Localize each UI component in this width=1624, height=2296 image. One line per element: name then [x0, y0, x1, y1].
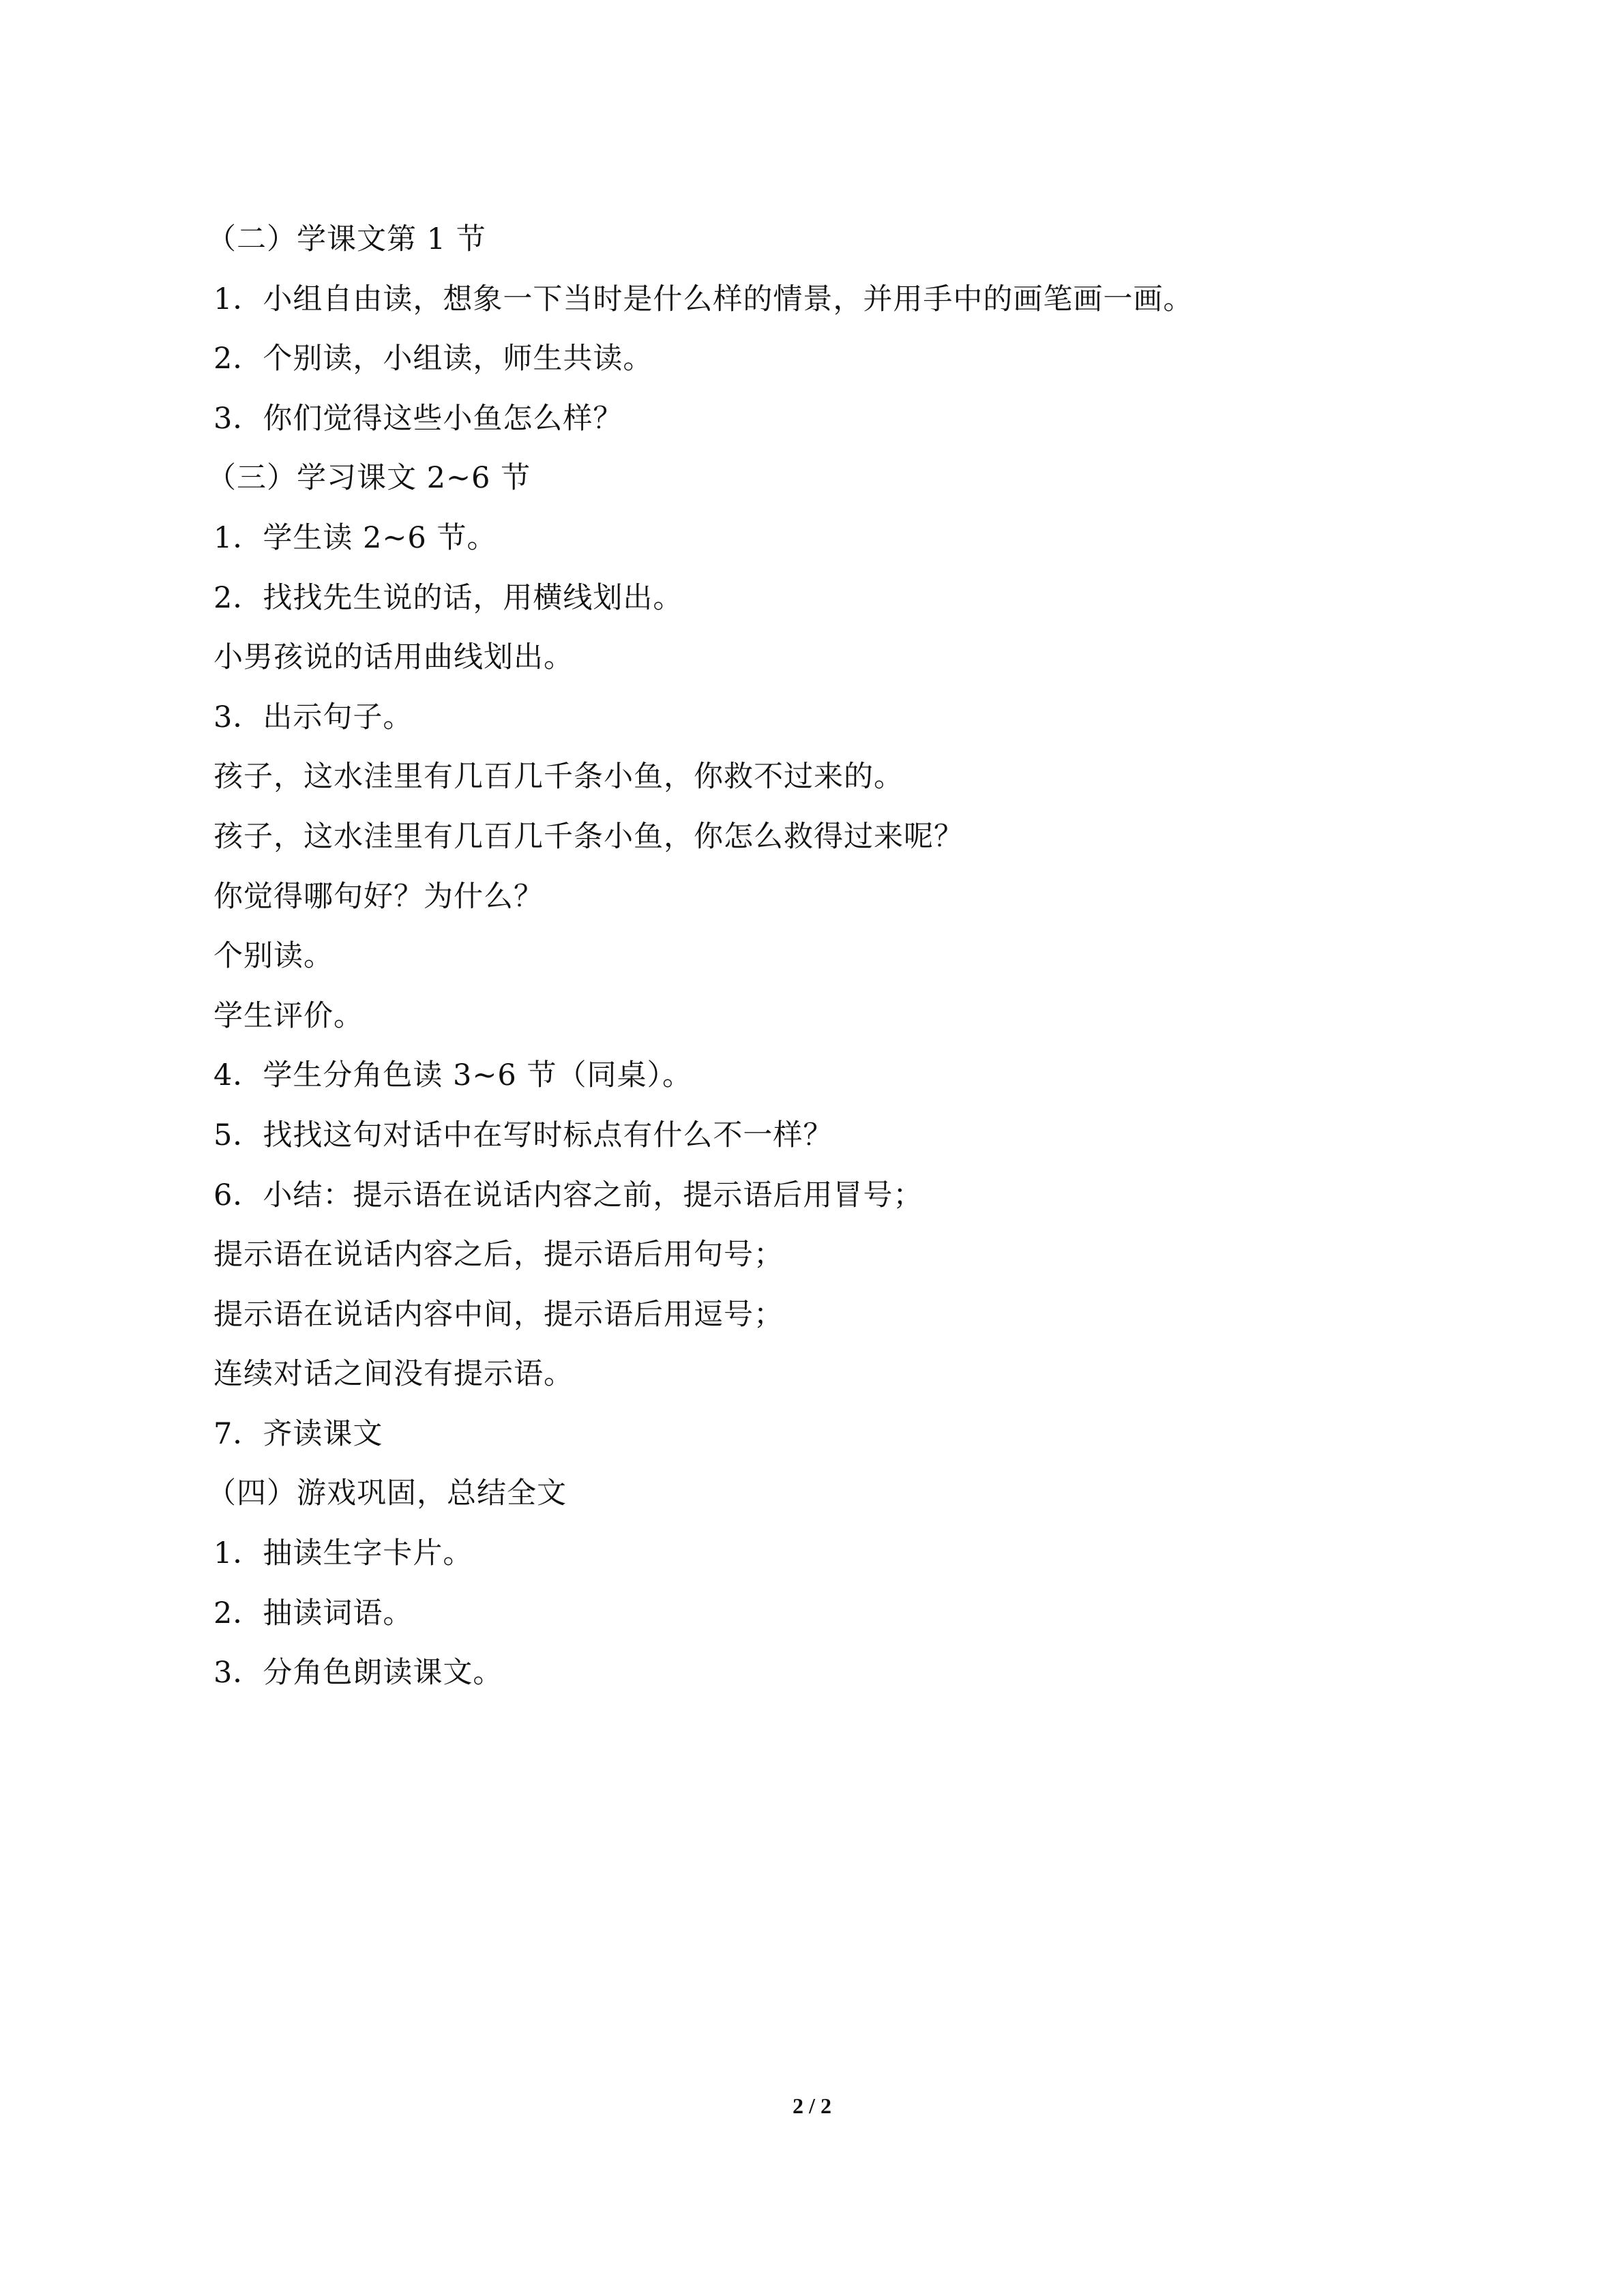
- page-number: 2 / 2: [793, 2093, 831, 2118]
- paragraph-line: 个别读。: [213, 939, 334, 974]
- document-body: [207, 210, 1441, 1703]
- paragraph-line: 你觉得哪句好？为什么？: [213, 879, 544, 914]
- paragraph-line: 提示语在说话内容中间，提示语后用逗号；: [213, 1297, 784, 1332]
- list-item: 6．小结：提示语在说话内容之前，提示语后用冒号；: [213, 1178, 924, 1212]
- section-heading-2: （二）学课文第 1 节: [207, 222, 486, 256]
- list-item: 5．找找这句对话中在写时标点有什么不一样？: [213, 1118, 833, 1152]
- list-item: 2．个别读，小组读，师生共读。: [213, 342, 653, 376]
- list-item: 2．找找先生说的话，用横线划出。: [213, 580, 683, 615]
- list-item: 3．出示句子。: [213, 700, 413, 734]
- example-sentence: 孩子，这水洼里有几百几千条小鱼，你救不过来的。: [213, 760, 904, 794]
- example-sentence: 孩子，这水洼里有几百几千条小鱼，你怎么救得过来呢？: [213, 819, 964, 854]
- list-item: 3．分角色朗读课文。: [213, 1656, 503, 1690]
- section-heading-3: （三）学习课文 2~6 节: [207, 461, 531, 496]
- paragraph-line: 提示语在说话内容之后，提示语后用句号；: [213, 1238, 784, 1272]
- paragraph-line: 小男孩说的话用曲线划出。: [213, 640, 574, 675]
- section-heading-4: （四）游戏巩固，总结全文: [207, 1476, 567, 1511]
- paragraph-line: 连续对话之间没有提示语。: [213, 1357, 574, 1392]
- list-item: 3．你们觉得这些小鱼怎么样？: [213, 401, 623, 436]
- list-item: 2．抽读词语。: [213, 1596, 413, 1630]
- list-item: 7．齐读课文: [213, 1416, 383, 1451]
- list-item: 4．学生分角色读 3~6 节（同桌）。: [213, 1058, 692, 1093]
- list-item: 1．抽读生字卡片。: [213, 1536, 473, 1571]
- list-item: 1．小组自由读，想象一下当时是什么样的情景，并用手中的画笔画一画。: [213, 282, 1194, 316]
- paragraph-line: 学生评价。: [213, 998, 364, 1033]
- list-item: 1．学生读 2~6 节。: [213, 520, 497, 555]
